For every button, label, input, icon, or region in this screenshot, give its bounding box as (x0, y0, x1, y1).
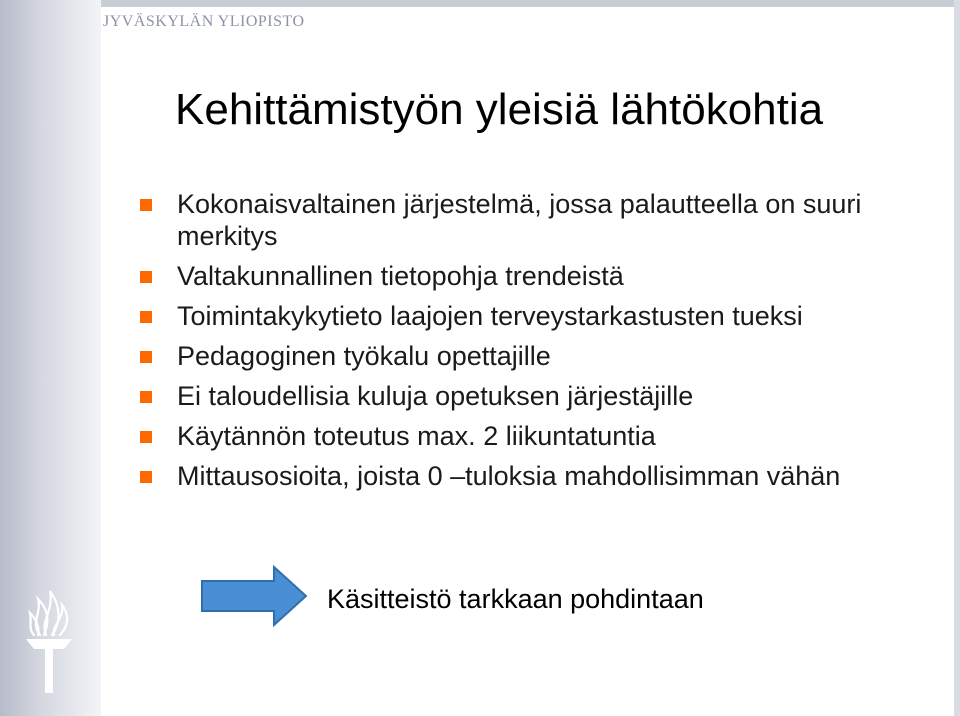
bullet-item (140, 188, 930, 252)
bullet-square-icon (140, 351, 152, 363)
bullet-text: Mittausosioita, joista 0 –tuloksia mahdollisimman vähän (177, 461, 841, 491)
bullet-item (140, 460, 930, 492)
bullet-item (140, 300, 930, 332)
bullet-item (140, 340, 930, 372)
bullet-text: Toimintakykytieto laajojen terveystarkastusten tueksi (177, 301, 803, 331)
bullet-item (140, 420, 930, 452)
university-name: JYVÄSKYLÄN YLIOPISTO (103, 13, 305, 30)
bullet-text: Valtakunnallinen tietopohja trendeistä (177, 261, 624, 291)
right-arrow-icon (200, 565, 310, 627)
bullet-square-icon (140, 199, 152, 211)
bullet-square-icon (140, 431, 152, 443)
bullet-square-icon (140, 391, 152, 403)
bullet-square-icon (140, 271, 152, 283)
bullet-item (140, 380, 930, 412)
conclusion-text: Käsitteistö tarkkaan pohdintaan (327, 584, 704, 614)
bullet-square-icon (140, 311, 152, 323)
slide-title: Kehittämistyön yleisiä lähtökohtia (175, 85, 824, 134)
bullet-list (140, 188, 930, 500)
torch-logo-icon (20, 585, 78, 697)
bullet-text: Pedagoginen työkalu opettajille (177, 341, 551, 371)
bullet-text: Käytännön toteutus max. 2 liikuntatuntia (177, 421, 656, 451)
top-frame-bar (0, 0, 960, 7)
bullet-item (140, 260, 930, 292)
right-frame-edge (954, 0, 960, 716)
bullet-text: Ei taloudellisia kuluja opetuksen järjestäjille (177, 381, 694, 411)
bullet-square-icon (140, 471, 152, 483)
bullet-text: Kokonaisvaltainen järjestelmä, jossa palautteella on suuri merkitys (177, 189, 862, 251)
